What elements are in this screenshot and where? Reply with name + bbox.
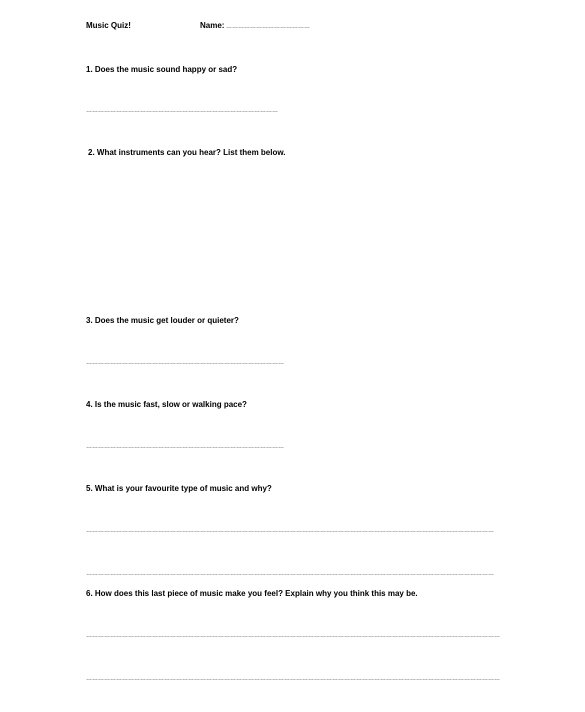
name-label: Name: <box>200 21 225 30</box>
answer-line-q6-2: ……………………………………………………………………………………………………………………………………………………………………………………… <box>86 676 500 682</box>
answer-line-q5-2: …………………………………………………………………………………………………………………………………………………………………………………… <box>86 571 494 577</box>
answer-line-q3: ……………………………………………………………………………………… <box>86 360 284 366</box>
name-answer-line: …………………………………… <box>226 24 310 30</box>
answer-line-q4: ……………………………………………………………………………………… <box>86 444 284 450</box>
question-3: 3. Does the music get louder or quieter? <box>86 316 239 325</box>
question-4: 4. Is the music fast, slow or walking pace? <box>86 400 247 409</box>
quiz-title: Music Quiz! <box>86 21 131 30</box>
question-2: 2. What instruments can you hear? List them below. <box>88 148 286 157</box>
question-1: 1. Does the music sound happy or sad? <box>86 65 238 74</box>
question-6: 6. How does this last piece of music make you feel? Explain why you think this may be. <box>86 589 418 598</box>
answer-line-q1: …………………………………………………………………………………… <box>86 108 278 114</box>
question-5: 5. What is your favourite type of music and why? <box>86 484 272 493</box>
answer-line-q6-1: ……………………………………………………………………………………………………………………………………………………………………………………… <box>86 633 500 639</box>
answer-line-q5-1: …………………………………………………………………………………………………………………………………………………………………………………… <box>86 528 494 534</box>
